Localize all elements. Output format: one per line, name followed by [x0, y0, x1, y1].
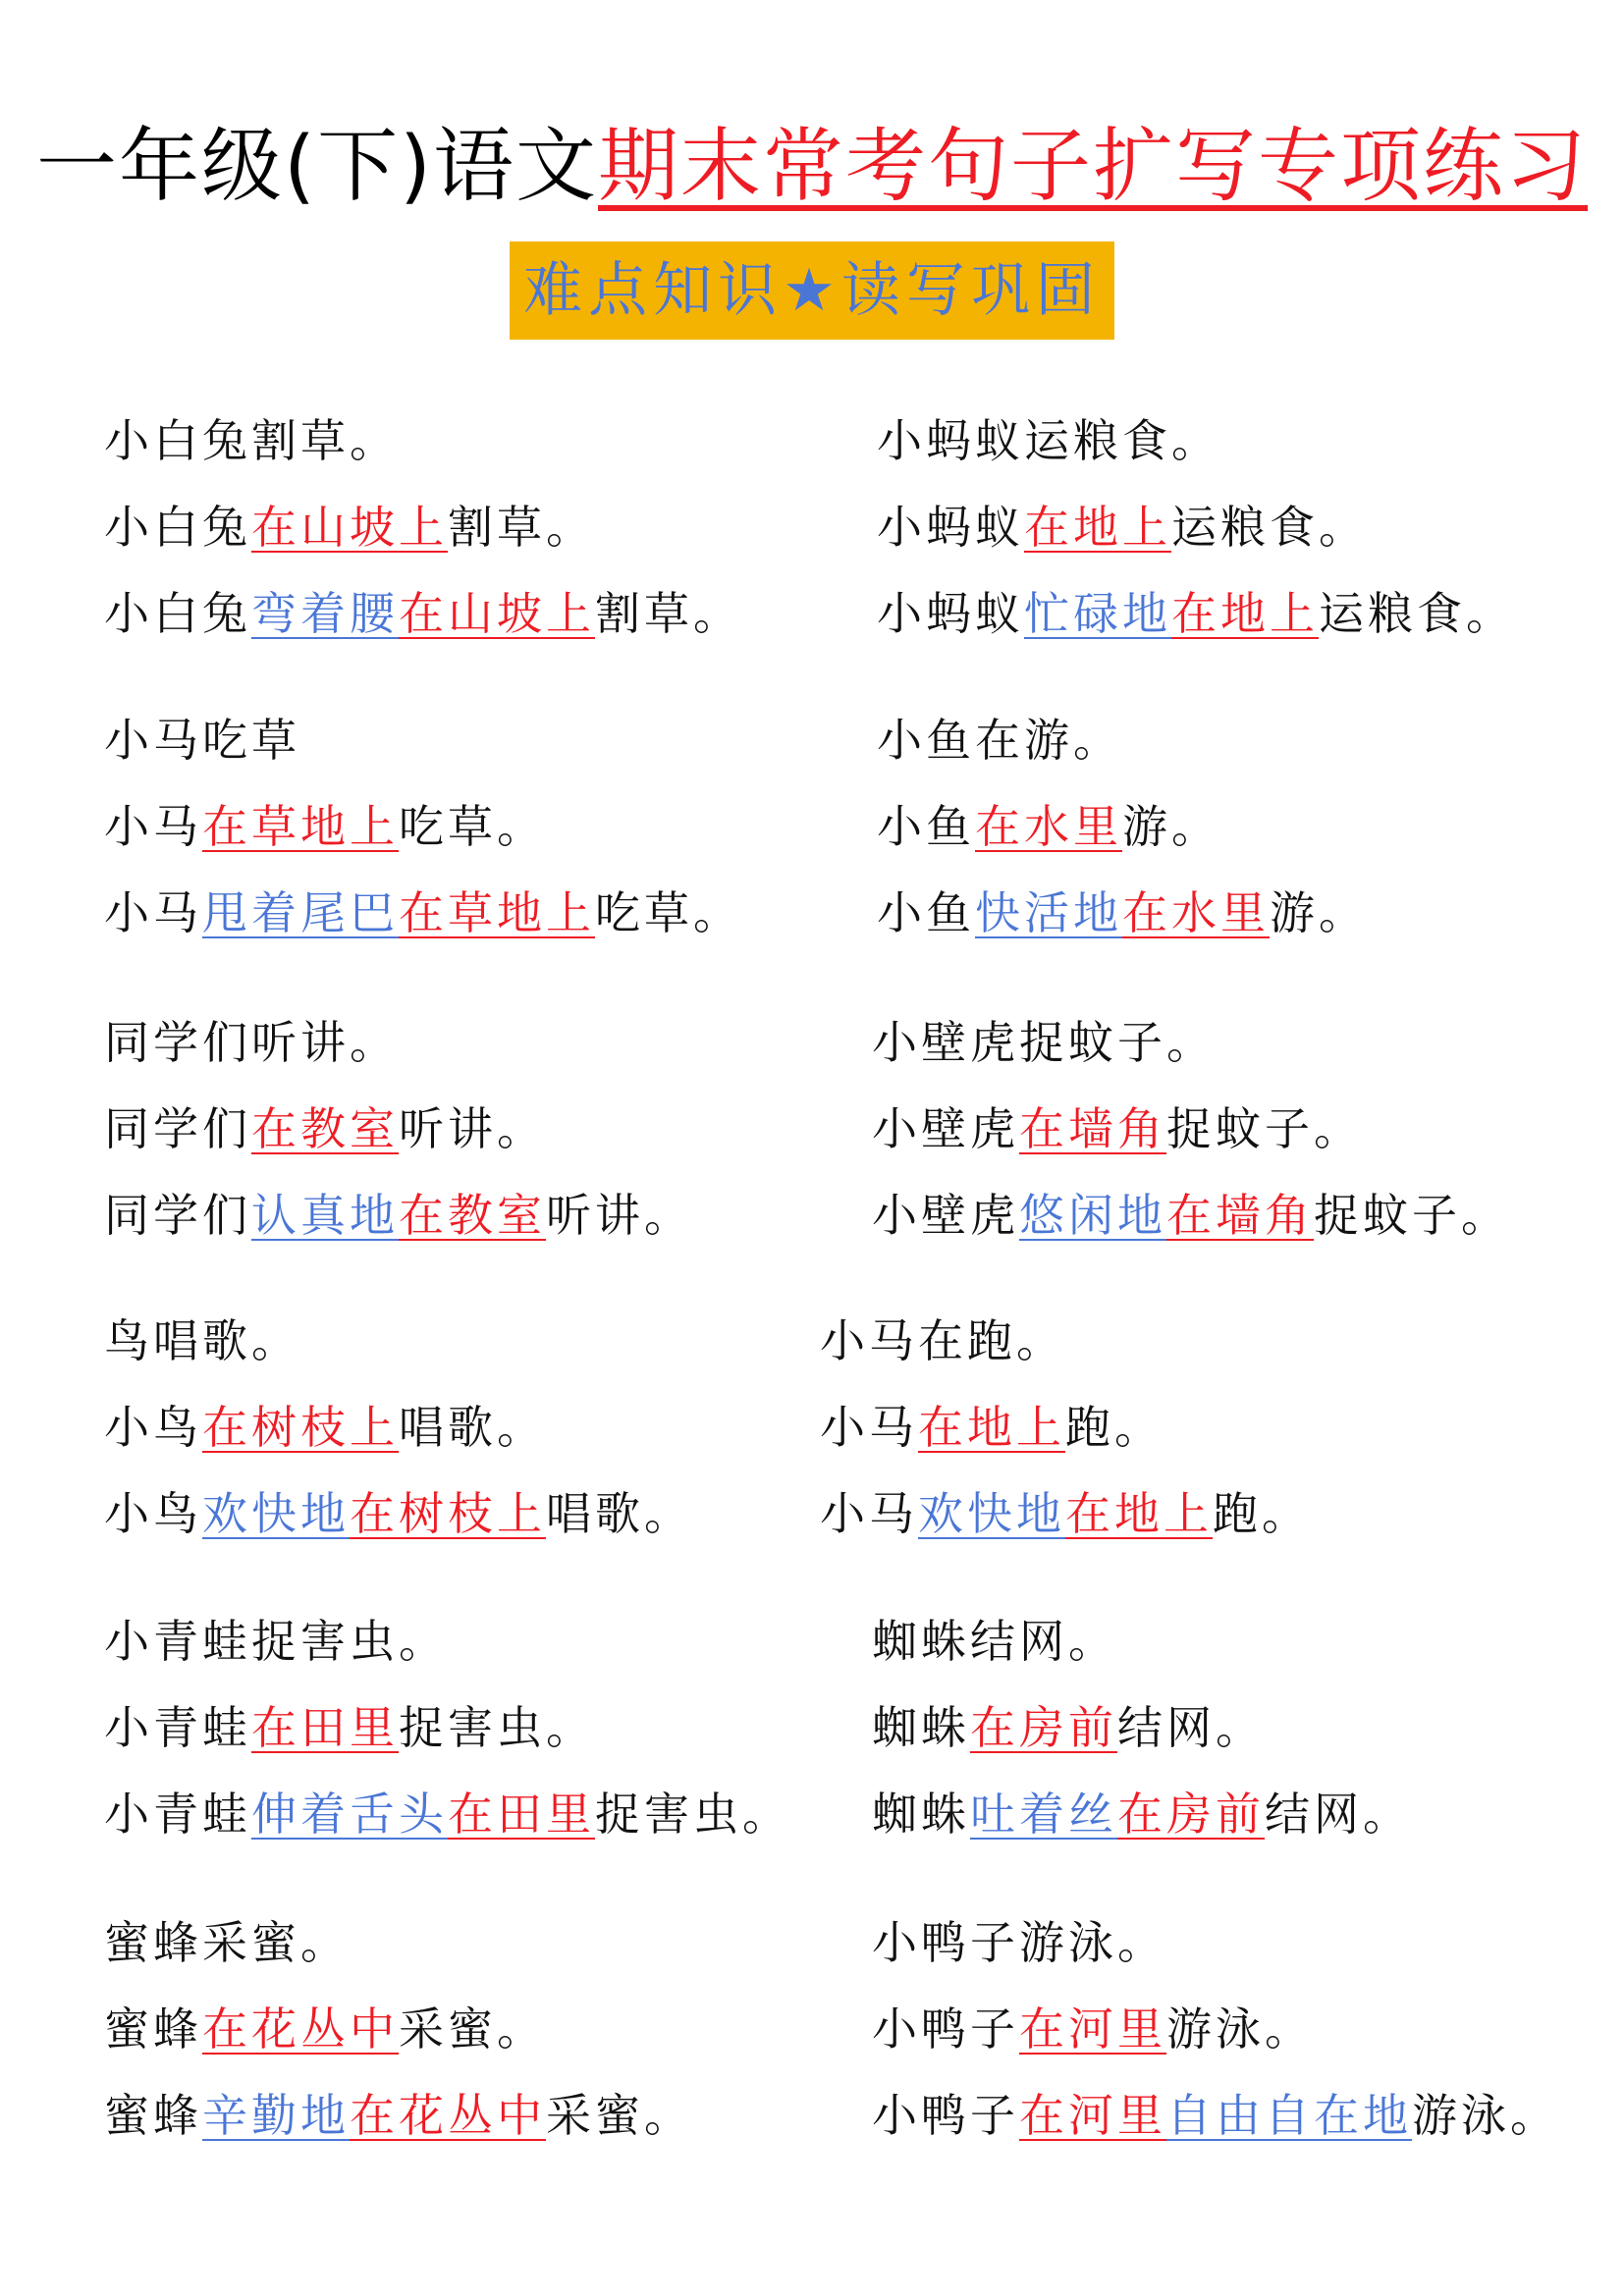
sentence-text: 小鸟 [104, 1401, 202, 1454]
place-phrase: 在水里 [1122, 886, 1270, 939]
sentence-text: 结网。 [1117, 1701, 1265, 1754]
place-phrase: 在草地上 [202, 800, 399, 853]
place-phrase: 在田里 [251, 1701, 399, 1754]
place-phrase: 在地上 [1024, 501, 1171, 554]
sentence-text: 小青蛙 [104, 1788, 251, 1841]
sentence-text: 小白兔 [104, 501, 251, 554]
expanded-sentence-place [872, 1684, 1412, 1771]
sentence-text: 游。 [1122, 800, 1220, 853]
place-phrase: 在教室 [399, 1189, 546, 1242]
sentence-text: 小白兔 [104, 587, 251, 640]
sentence-text: 跑。 [1065, 1401, 1164, 1454]
sentence-text: 小马吃草 [104, 714, 300, 767]
manner-phrase: 认真地 [251, 1189, 399, 1242]
sentence-text: 听讲。 [399, 1102, 546, 1155]
expanded-sentence-place [872, 1086, 1510, 1172]
sentence-text: 小鱼在游。 [877, 714, 1122, 767]
sentence-text: 吃草。 [595, 886, 742, 939]
expanded-sentence-full [104, 1771, 791, 1857]
sentence-text: 鸟唱歌。 [104, 1314, 300, 1367]
expanded-sentence-full [877, 570, 1515, 657]
sentence-text: 捉蚊子。 [1314, 1189, 1510, 1242]
sentence-group [104, 697, 742, 956]
sentence-text: 蜘蛛 [872, 1701, 970, 1754]
place-phrase: 在河里 [1019, 2089, 1166, 2142]
sentence-text: 唱歌。 [546, 1487, 693, 1540]
subtitle-banner [0, 241, 1624, 340]
sentence-text: 小鸭子 [872, 2089, 1019, 2142]
expanded-sentence-place [872, 1986, 1559, 2072]
base-sentence [877, 398, 1515, 484]
place-phrase: 在花丛中 [202, 2002, 399, 2056]
place-phrase: 在房前 [970, 1701, 1117, 1754]
manner-phrase: 快活地 [975, 886, 1122, 939]
place-phrase: 在房前 [1117, 1788, 1265, 1841]
sentence-text: 采蜜。 [546, 2089, 693, 2142]
sentence-text: 小马在跑。 [820, 1314, 1065, 1367]
sentence-text: 捉害虫。 [595, 1788, 791, 1841]
sentence-text: 游泳。 [1166, 2002, 1314, 2056]
sentence-text: 同学们听讲。 [104, 1016, 399, 1069]
sentence-text: 运粮食。 [1171, 501, 1368, 554]
sentence-text: 采蜜。 [399, 2002, 546, 2056]
place-phrase: 在河里 [1019, 2002, 1166, 2056]
sentence-text: 小鱼 [877, 800, 975, 853]
base-sentence [104, 1298, 693, 1384]
place-phrase: 在山坡上 [251, 501, 448, 554]
sentence-text: 捉蚊子。 [1166, 1102, 1363, 1155]
place-phrase: 在草地上 [399, 886, 595, 939]
base-sentence [872, 1598, 1412, 1684]
manner-phrase: 忙碌地 [1024, 587, 1171, 640]
sentence-text: 割草。 [448, 501, 595, 554]
sentence-text: 运粮食。 [1319, 587, 1515, 640]
expanded-sentence-place [104, 1986, 693, 2072]
sentence-text: 小鸭子游泳。 [872, 1916, 1166, 1969]
manner-phrase: 伸着舌头 [251, 1788, 448, 1841]
page-title [0, 113, 1624, 221]
sentence-text: 小鸭子 [872, 2002, 1019, 2056]
title-topic: 期末常考句子扩写专项练习 [597, 120, 1588, 213]
expanded-sentence-full [104, 1470, 693, 1557]
sentence-text: 小青蛙捉害虫。 [104, 1615, 448, 1668]
sentence-text: 蜜蜂采蜜。 [104, 1916, 350, 1969]
sentence-group [872, 1598, 1412, 1857]
base-sentence [820, 1298, 1311, 1384]
manner-phrase: 自由自在地 [1166, 2089, 1412, 2142]
place-phrase: 在地上 [1171, 587, 1319, 640]
expanded-sentence-full [104, 870, 742, 956]
sentence-text: 小马 [820, 1401, 918, 1454]
sentence-text: 割草。 [595, 587, 742, 640]
sentence-text: 同学们 [104, 1189, 251, 1242]
expanded-sentence-place [104, 1086, 693, 1172]
place-phrase: 在树枝上 [202, 1401, 399, 1454]
expanded-sentence-place [104, 484, 742, 570]
sentence-text: 蜜蜂 [104, 2002, 202, 2056]
sentence-group [872, 999, 1510, 1258]
sentence-group [104, 398, 742, 657]
expanded-sentence-full [872, 1172, 1510, 1258]
sentence-group [104, 999, 693, 1258]
sentence-text: 同学们 [104, 1102, 251, 1155]
place-phrase: 在水里 [975, 800, 1122, 853]
sentence-text: 捉害虫。 [399, 1701, 595, 1754]
manner-phrase: 欢快地 [918, 1487, 1065, 1540]
sentence-text: 小壁虎 [872, 1189, 1019, 1242]
expanded-sentence-full [872, 2072, 1559, 2159]
sentence-text: 小壁虎 [872, 1102, 1019, 1155]
expanded-sentence-full [820, 1470, 1311, 1557]
place-phrase: 在山坡上 [399, 587, 595, 640]
expanded-sentence-full [104, 570, 742, 657]
sentence-text: 听讲。 [546, 1189, 693, 1242]
expanded-sentence-place [104, 783, 742, 870]
expanded-sentence-full [104, 1172, 693, 1258]
manner-phrase: 辛勤地 [202, 2089, 350, 2142]
base-sentence [104, 697, 742, 783]
manner-phrase: 悠闲地 [1019, 1189, 1166, 1242]
sentence-group [877, 697, 1368, 956]
expanded-sentence-place [820, 1384, 1311, 1470]
sentence-text: 小蚂蚁运粮食。 [877, 414, 1220, 467]
sentence-text: 结网。 [1265, 1788, 1412, 1841]
sentence-text: 小蚂蚁 [877, 501, 1024, 554]
manner-phrase: 甩着尾巴 [202, 886, 399, 939]
sentence-text: 小鱼 [877, 886, 975, 939]
base-sentence [104, 398, 742, 484]
sentence-group [104, 1598, 791, 1857]
place-phrase: 在墙角 [1019, 1102, 1166, 1155]
place-phrase: 在田里 [448, 1788, 595, 1841]
sentence-group [820, 1298, 1311, 1557]
place-phrase: 在地上 [1065, 1487, 1213, 1540]
sentence-text: 小马 [820, 1487, 918, 1540]
place-phrase: 在地上 [918, 1401, 1065, 1454]
sentence-group [872, 1899, 1559, 2159]
place-phrase: 在树枝上 [350, 1487, 546, 1540]
sentence-group [877, 398, 1515, 657]
base-sentence [877, 697, 1368, 783]
expanded-sentence-place [877, 783, 1368, 870]
expanded-sentence-full [104, 2072, 693, 2159]
sentence-text: 小白兔割草。 [104, 414, 399, 467]
place-phrase: 在墙角 [1166, 1189, 1314, 1242]
expanded-sentence-place [104, 1684, 791, 1771]
base-sentence [872, 999, 1510, 1086]
expanded-sentence-full [877, 870, 1368, 956]
title-grade-subject: 一年级(下)语文 [36, 120, 598, 213]
sentence-text: 小鸟 [104, 1487, 202, 1540]
expanded-sentence-place [877, 484, 1515, 570]
sentence-text: 小壁虎捉蚊子。 [872, 1016, 1216, 1069]
sentence-text: 蜜蜂 [104, 2089, 202, 2142]
sentence-text: 小蚂蚁 [877, 587, 1024, 640]
sentence-group [104, 1899, 693, 2159]
sentence-text: 唱歌。 [399, 1401, 546, 1454]
manner-phrase: 欢快地 [202, 1487, 350, 1540]
sentence-text: 蜘蛛 [872, 1788, 970, 1841]
manner-phrase: 弯着腰 [251, 587, 399, 640]
expanded-sentence-full [872, 1771, 1412, 1857]
base-sentence [104, 999, 693, 1086]
sentence-text: 吃草。 [399, 800, 546, 853]
sentence-text: 游泳。 [1412, 2089, 1559, 2142]
place-phrase: 在教室 [251, 1102, 399, 1155]
sentence-text: 跑。 [1213, 1487, 1311, 1540]
expanded-sentence-place [104, 1384, 693, 1470]
sentence-text: 游。 [1270, 886, 1368, 939]
sentence-text: 小马 [104, 886, 202, 939]
sentence-text: 蜘蛛结网。 [872, 1615, 1117, 1668]
sentence-text: 小马 [104, 800, 202, 853]
sentence-text: 小青蛙 [104, 1701, 251, 1754]
manner-phrase: 吐着丝 [970, 1788, 1117, 1841]
sentence-group [104, 1298, 693, 1557]
place-phrase: 在花丛中 [350, 2089, 546, 2142]
base-sentence [104, 1598, 791, 1684]
subtitle-label: 难点知识★读写巩固 [510, 241, 1114, 340]
base-sentence [872, 1899, 1559, 1986]
base-sentence [104, 1899, 693, 1986]
